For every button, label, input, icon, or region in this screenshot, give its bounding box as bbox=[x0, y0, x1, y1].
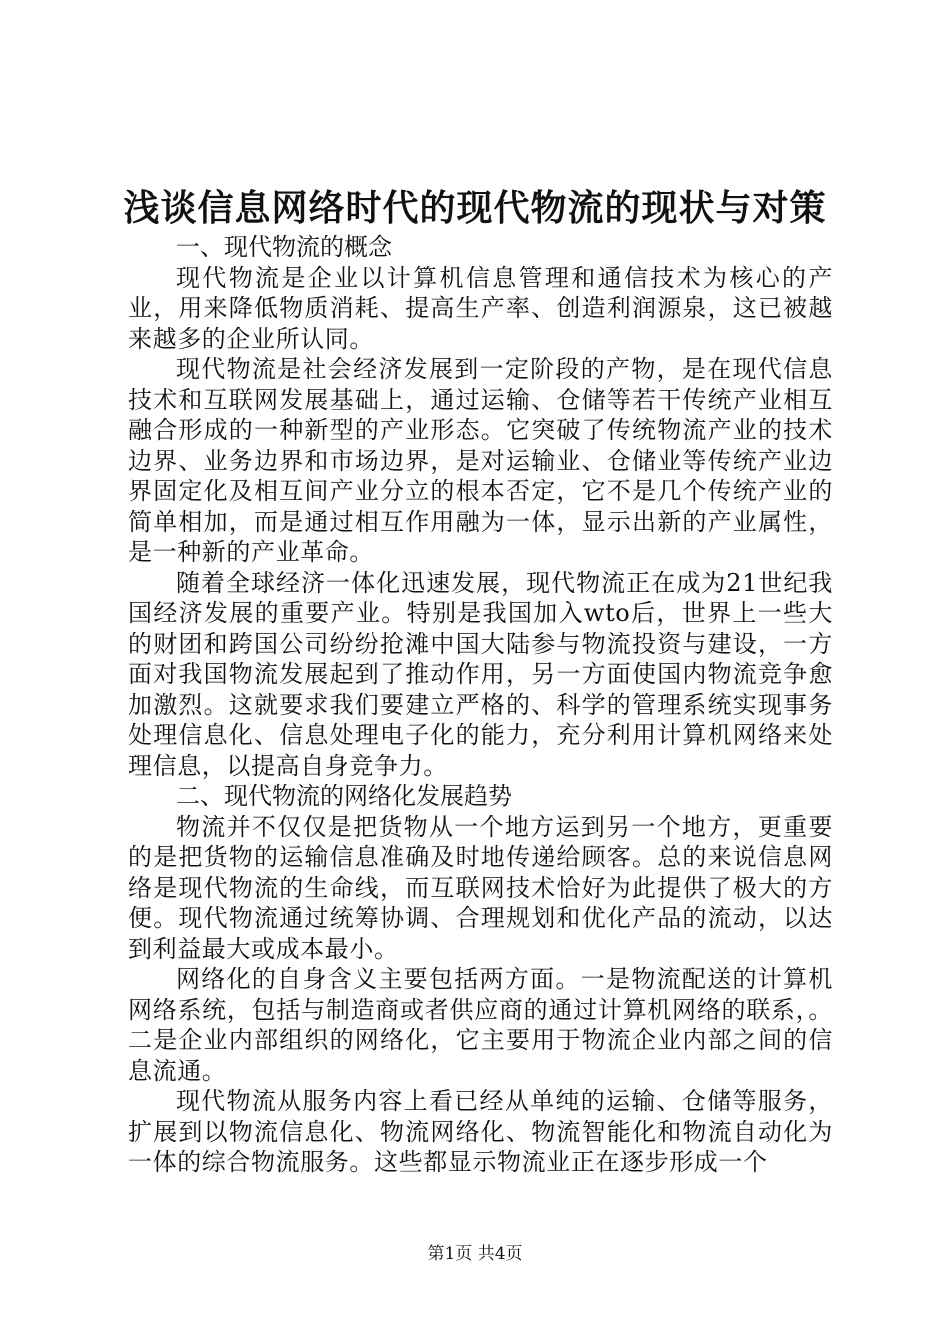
paragraph: 随着全球经济一体化迅速发展，现代物流正在成为21世纪我国经济发展的重要产业。特别是我国加入wto后，世界上一些大的财团和跨国公司纷纷抢滩中国大陆参与物流投资与建设，一方面对我国物流发展起到了推动作用，另一方面使国内物流竞争愈加激烈。这就要求我们要建立严格的、科学的管理系统实现事务处理信息化、信息处理电子化的能力，充分利用计算机网络来处理信息，以提高自身竞争力。 bbox=[128, 568, 833, 780]
paragraph: 网络化的自身含义主要包括两方面。一是物流配送的计算机网络系统，包括与制造商或者供应商的通过计算机网络的联系，。二是企业内部组织的网络化，它主要用于物流企业内部之间的信息流通。 bbox=[128, 965, 833, 1085]
page-footer: 第1页 共4页 bbox=[427, 1244, 523, 1264]
document-body bbox=[128, 232, 833, 1178]
document-title: 浅谈信息网络时代的现代物流的现状与对策 bbox=[123, 187, 827, 229]
paragraph: 物流并不仅仅是把货物从一个地方运到另一个地方，更重要的是把货物的运输信息准确及时地传递给顾客。总的来说信息网络是现代物流的生命线，而互联网技术恰好为此提供了极大的方便。现代物流通过统筹协调、合理规划和优化产品的流动，以达到利益最大或成本最小。 bbox=[128, 812, 833, 963]
paragraph: 现代物流是社会经济发展到一定阶段的产物，是在现代信息技术和互联网发展基础上，通过运输、仓储等若干传统产业相互融合形成的一种新型的产业形态。它突破了传统物流产业的技术边界、业务边界和市场边界，是对运输业、仓储业等传统产业边界固定化及相互间产业分立的根本否定，它不是几个传统产业的简单相加，而是通过相互作用融为一体，显示出新的产业属性，是一种新的产业革命。 bbox=[128, 355, 833, 566]
section-heading-1: 一、现代物流的概念 bbox=[176, 233, 392, 261]
paragraph: 现代物流是企业以计算机信息管理和通信技术为核心的产业，用来降低物质消耗、提高生产率、创造利润源泉，这已被越来越多的企业所认同。 bbox=[128, 263, 833, 353]
section-heading-2: 二、现代物流的网络化发展趋势 bbox=[176, 782, 512, 810]
paragraph: 现代物流从服务内容上看已经从单纯的运输、仓储等服务，扩展到以物流信息化、物流网络化、物流智能化和物流自动化为一体的综合物流服务。这些都显示物流业正在逐步形成一个 bbox=[128, 1087, 833, 1176]
